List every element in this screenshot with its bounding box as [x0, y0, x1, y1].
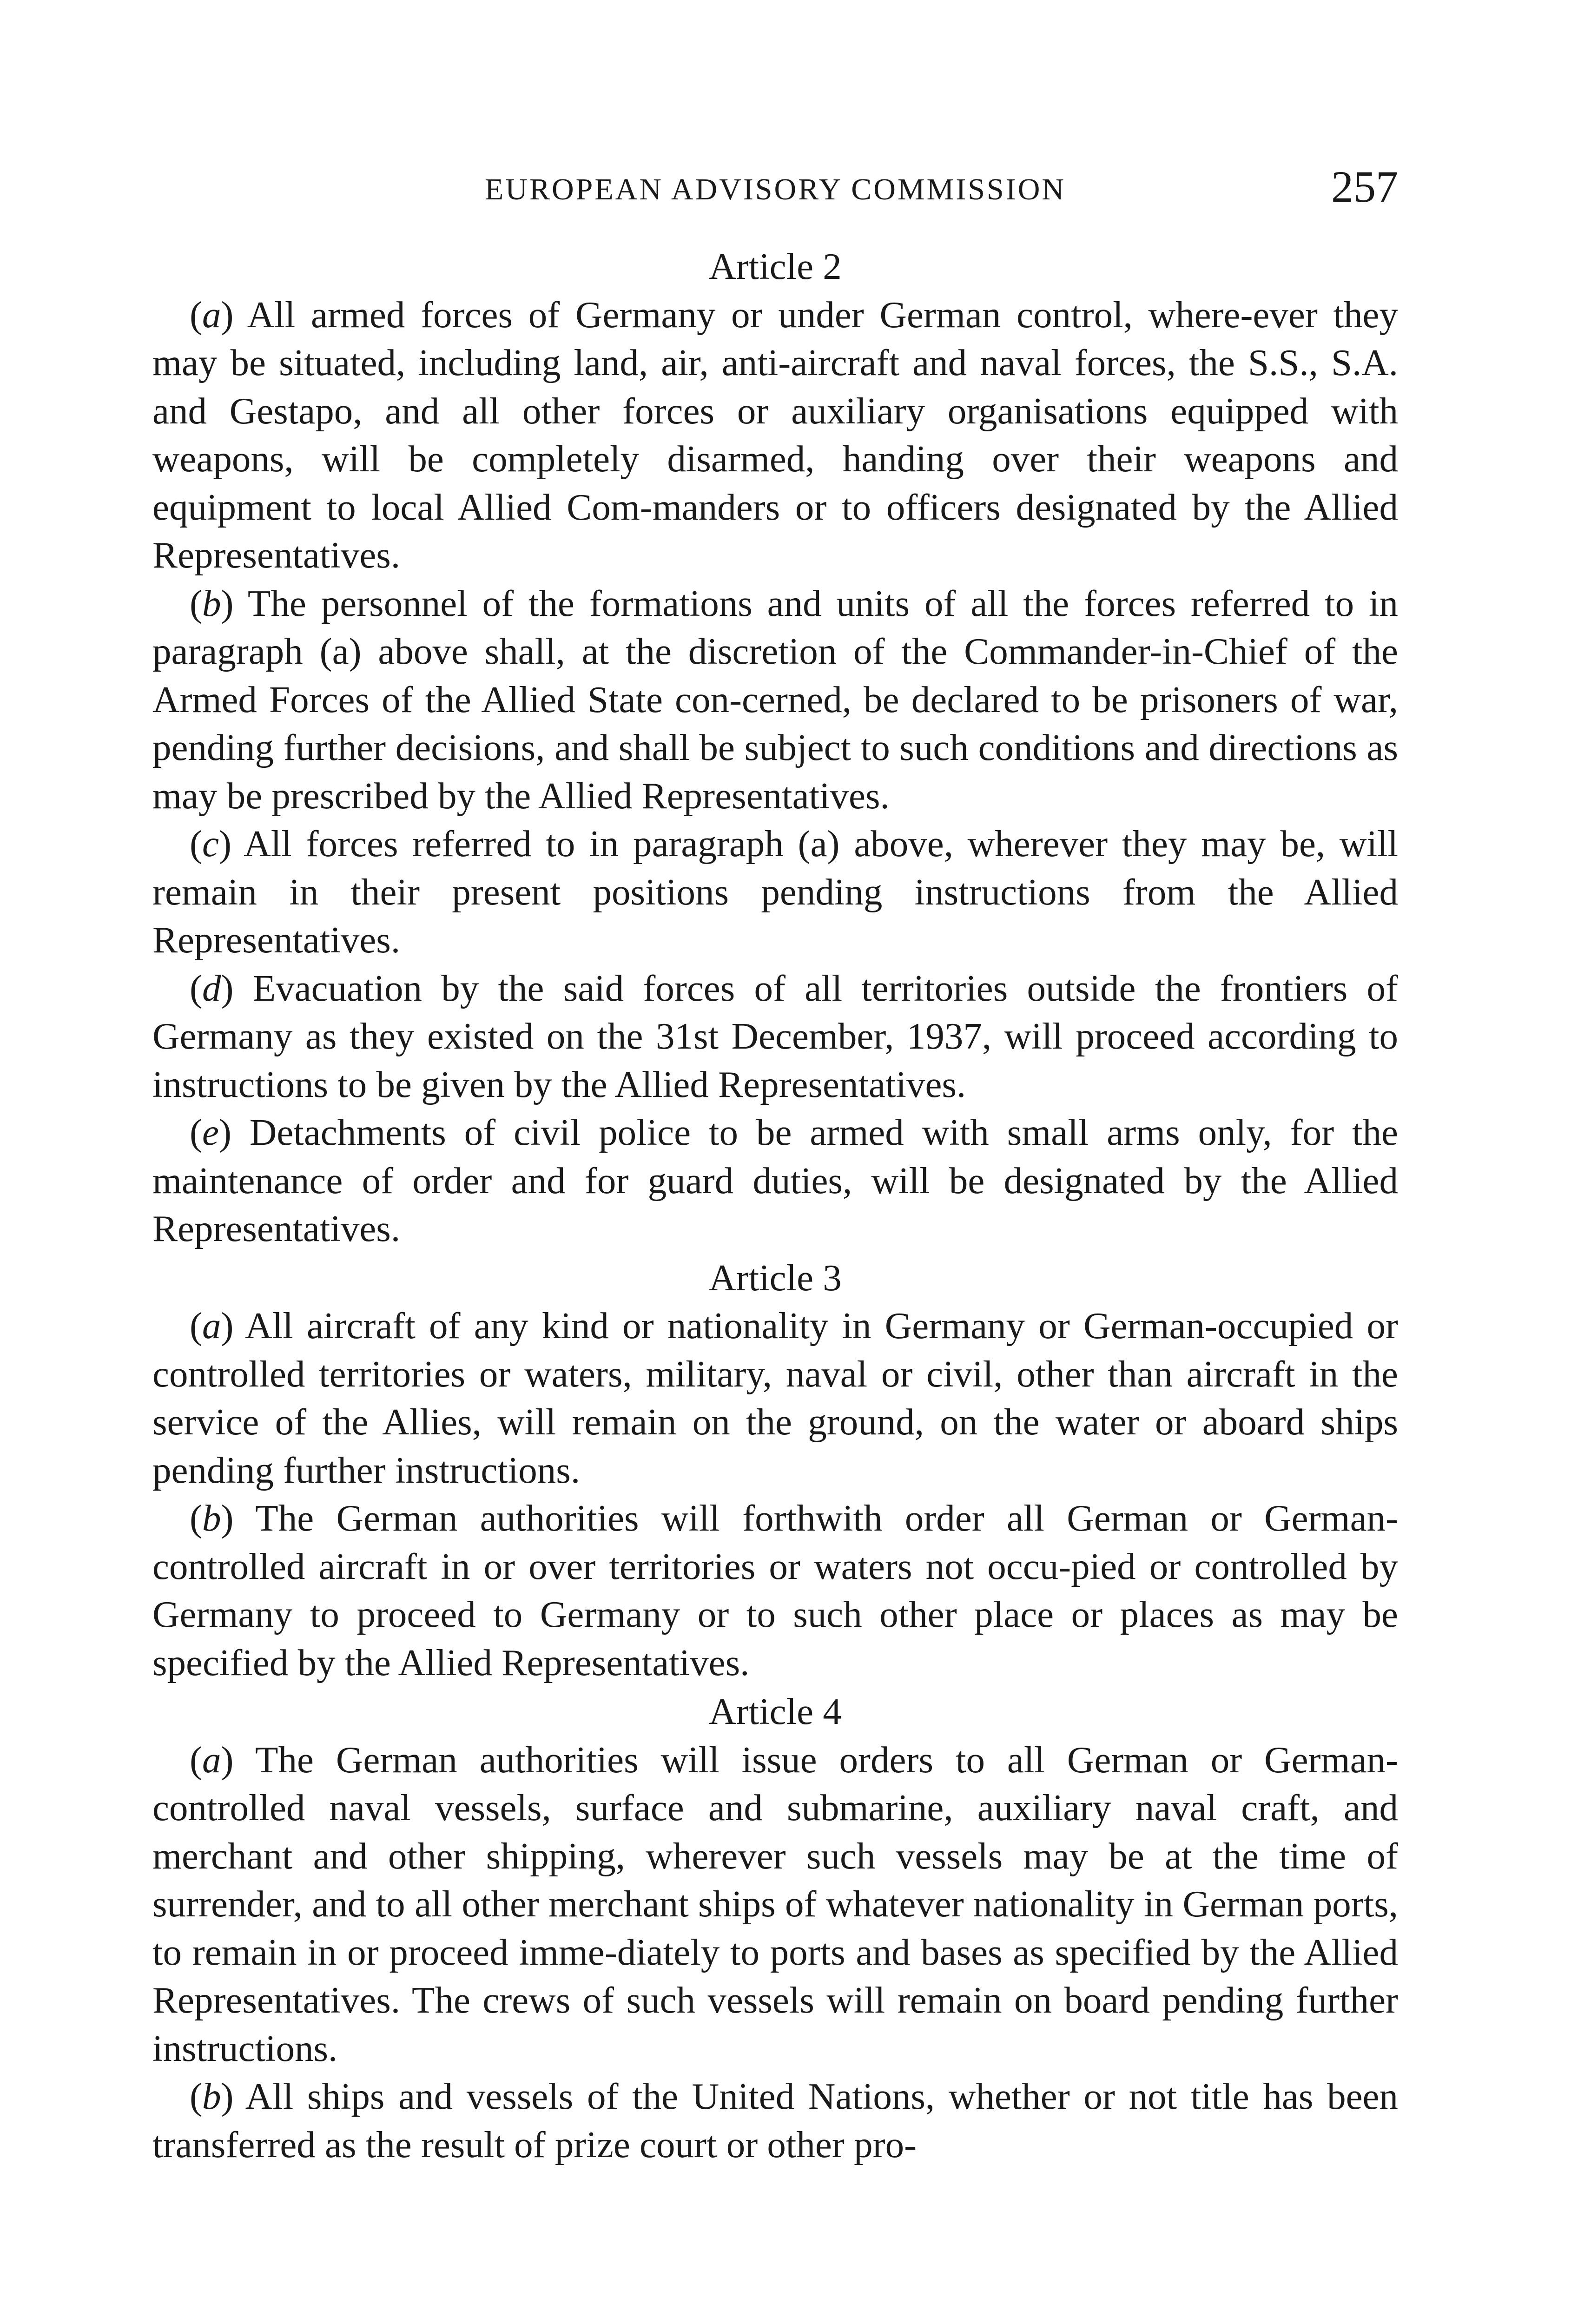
paragraph-text: The personnel of the formations and units of all the forces referred to in paragraph (a) above shall, at the discretion of the Commander-in-Chief of the Armed Forces of the Allied State con-cerned, be declared to be prisoners of war, pending further decisions, and shall be subject to such conditions and directions as may be prescribed by the Allied Representatives.: [152, 582, 1398, 817]
paragraph-label: (b): [190, 1497, 234, 1539]
article-4: [152, 1687, 1398, 2169]
article-3: [152, 1253, 1398, 1687]
paragraph-2e: [152, 1109, 1398, 1253]
article-heading: Article 4: [709, 1690, 842, 1732]
paragraph-label: (b): [190, 582, 234, 624]
paragraph-2c: [152, 820, 1398, 964]
article-heading: Article 3: [709, 1256, 842, 1299]
paragraph-label: (a): [190, 1738, 234, 1781]
paragraph-2b: [152, 580, 1398, 820]
paragraph-label: (e): [190, 1111, 231, 1153]
paragraph-label: (d): [190, 967, 234, 1009]
paragraph-text: The German authorities will issue orders to all German or German-controlled naval vessels, surface and submarine, auxiliary naval craft, and merchant and other shipping, wherever such vessels may be at the time of surrender, and to all other merchant ships of whatever nationality in German ports, to remain in or proceed imme-diately to ports and bases as specified by the Allied Representatives. The crews of such vessels will remain on board pending further instructions.: [152, 1738, 1398, 2069]
paragraph-label: (a): [190, 1305, 234, 1347]
paragraph-4b: [152, 2073, 1398, 2169]
paragraph-2d: [152, 964, 1398, 1109]
paragraph-3a: [152, 1302, 1398, 1494]
page-header: [152, 162, 1398, 218]
paragraph-text: All forces referred to in paragraph (a) above, wherever they may be, will remain in their present positions pending instructions from the Allied Representatives.: [152, 823, 1398, 961]
paragraph-text: All ships and vessels of the United Nations, whether or not title has been transferred as the result of prize court or other pro-: [152, 2075, 1398, 2166]
paragraph-text: Evacuation by the said forces of all territories outside the frontiers of Germany as they existed on the 31st December, 1937, will proceed according to instructions to be given by the Allied Representatives.: [152, 967, 1398, 1105]
paragraph-label: (b): [190, 2075, 234, 2117]
article-2: [152, 242, 1398, 1253]
paragraph-label: (c): [190, 823, 231, 865]
paragraph-text: All armed forces of Germany or under German control, where-ever they may be situated, including land, air, anti-aircraft and naval forces, the S.S., S.A. and Gestapo, and all other forces or auxiliary organisations equipped with weapons, will be completely disarmed, handing over their weapons and equipment to local Allied Com-manders or to officers designated by the Allied Representatives.: [152, 293, 1398, 576]
paragraph-2a: [152, 291, 1398, 580]
paragraph-text: All aircraft of any kind or nationality in Germany or German-occupied or controlled territories or waters, military, naval or civil, other than aircraft in the service of the Allies, will remain on the ground, on the water or aboard ships pending further instructions.: [152, 1305, 1398, 1491]
paragraph-text: Detachments of civil police to be armed with small arms only, for the maintenance of order and for guard duties, will be designated by the Allied Representatives.: [152, 1111, 1398, 1249]
document-body: [152, 242, 1398, 2169]
paragraph-label: (a): [190, 293, 234, 336]
page-number: 257: [1331, 162, 1398, 211]
paragraph-text: The German authorities will forthwith order all German or German-controlled aircraft in or over territories or waters not occu-pied or controlled by Germany to proceed to Germany or to such other place or places as may be specified by the Allied Representatives.: [152, 1497, 1398, 1684]
paragraph-3b: [152, 1494, 1398, 1687]
running-head: EUROPEAN ADVISORY COMMISSION: [484, 172, 1066, 206]
paragraph-4a: [152, 1736, 1398, 2073]
article-heading: Article 2: [709, 245, 842, 287]
